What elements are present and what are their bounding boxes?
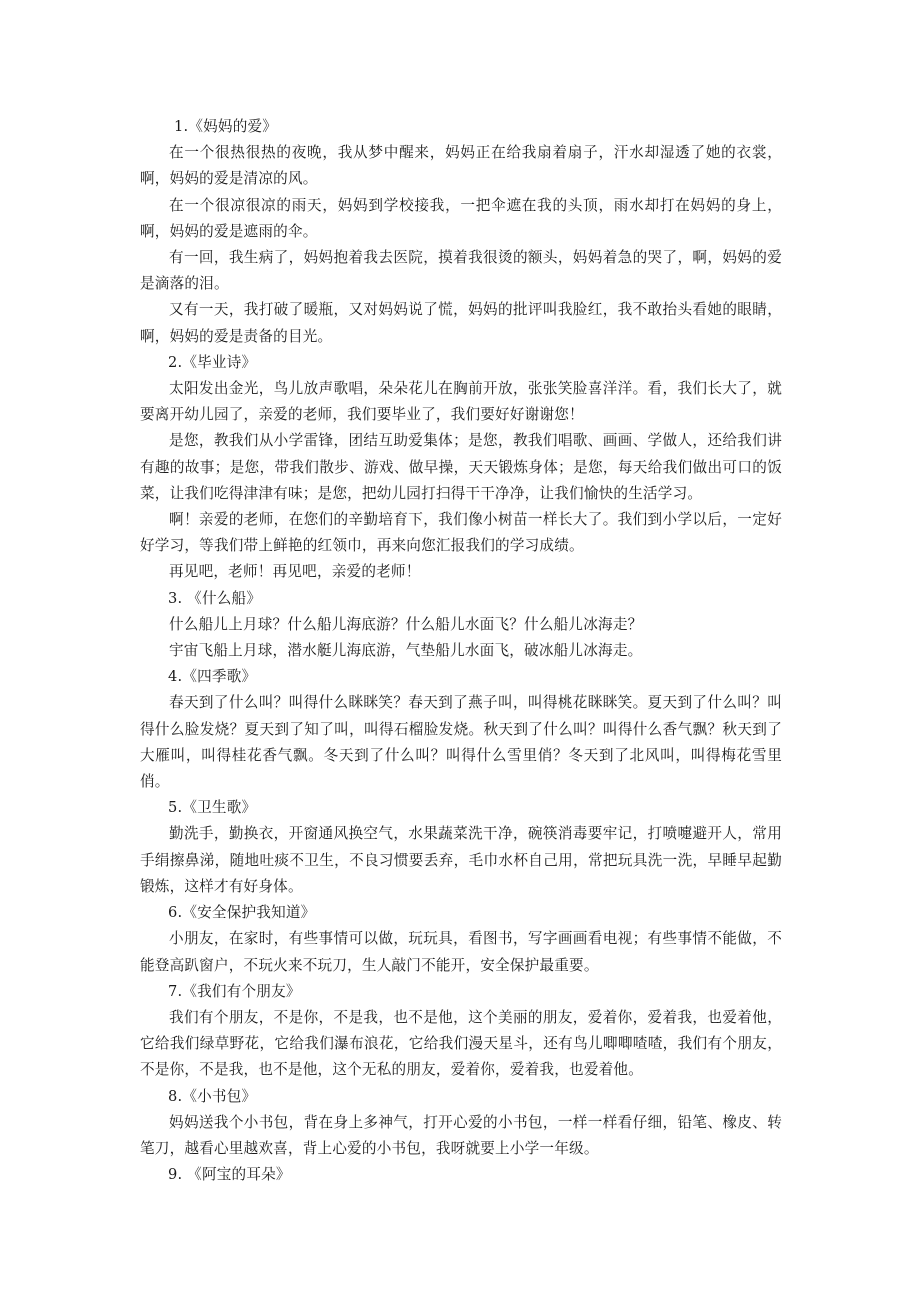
paragraph: 是您，教我们从小学雷锋，团结互助爱集体；是您，教我们唱歌、画画、学做人，还给我们讲有趣的故事；是您，带我们散步、游戏、做早操，天天锻炼身体；是您，每天给我们做出可口的饭菜，让我们吃得津津有味；是您，把幼儿园打扫得干干净净，让我们愉快的生活学习。: [140, 432, 782, 502]
section-title: 3. 《什么船》: [168, 589, 262, 607]
paragraph: 在一个很凉很凉的雨天，妈妈到学校接我，一把伞遮在我的头顶，雨水却打在妈妈的身上，啊，妈妈的爱是遮雨的伞。: [140, 196, 782, 240]
section-title: 6.《安全保护我知道》: [168, 904, 316, 922]
paragraph: 春天到了什么叫？叫得什么眯眯笑？春天到了燕子叫，叫得桃花眯眯笑。夏天到了什么叫？叫得什么脸发烧？夏天到了知了叫，叫得石榴脸发烧。秋天到了什么叫？叫得什么香气飘？秋天到了大雁叫，叫得桂花香气飘。冬天到了什么叫？叫得什么雪里俏？冬天到了北风叫，叫得梅花雪里俏。: [140, 694, 782, 791]
section-title: 5.《卫生歌》: [168, 799, 257, 817]
section-title: 7.《我们有个朋友》: [168, 982, 301, 1000]
paragraph: 太阳发出金光，鸟儿放声歌唱，朵朵花儿在胸前开放，张张笑脸喜洋洋。看，我们长大了，就要离开幼儿园了，亲爱的老师，我们要毕业了，我们要好好谢谢您！: [140, 380, 782, 424]
paragraph: 小朋友，在家时，有些事情可以做，玩玩具，看图书，写字画画看电视；有些事情不能做，不能登高趴窗户，不玩火来不玩刀，生人敲门不能开，安全保护最重要。: [140, 930, 782, 974]
paragraph: 宇宙飞船上月球，潜水艇儿海底游，气垫船儿水面飞，破冰船儿冰海走。: [169, 642, 643, 660]
paragraph: 妈妈送我个小书包，背在身上多神气，打开心爱的小书包，一样一样看仔细，铅笔、橡皮、转笔刀，越看心里越欢喜，背上心爱的小书包，我呀就要上小学一年级。: [140, 1113, 782, 1157]
paragraph: 勤洗手，勤换衣，开窗通风换空气，水果蔬菜洗干净，碗筷消毒要牢记，打喷嚏避开人，常用手绢擦鼻涕，随地吐痰不卫生，不良习惯要丢弃，毛巾水杯自己用，常把玩具洗一洗，早睡早起勤锻炼，这样才有好身体。: [140, 825, 782, 895]
paragraph: 有一回，我生病了，妈妈抱着我去医院，摸着我很烫的额头，妈妈着急的哭了，啊，妈妈的爱是滴落的泪。: [140, 249, 782, 293]
paragraph: 啊！亲爱的老师，在您们的辛勤培育下，我们像小树苗一样长大了。我们到小学以后，一定好好学习，等我们带上鲜艳的红领巾，再来向您汇报我们的学习成绩。: [140, 511, 782, 555]
document-page: [140, 114, 782, 1188]
paragraph: 我们有个朋友，不是你，不是我，也不是他，这个美丽的朋友，爱着你，爱着我，也爱着他，它给我们绿草野花，它给我们瀑布浪花，它给我们漫天星斗，还有鸟儿唧唧喳喳，我们有个朋友，不是你，不是我，也不是他，这个无私的朋友，爱着你，爱着我，也爱着他。: [140, 1008, 782, 1079]
paragraph: 什么船儿上月球？什么船儿海底游？什么船儿水面飞？什么船儿冰海走？: [169, 615, 643, 633]
paragraph: 在一个很热很热的夜晚，我从梦中醒来，妈妈正在给我扇着扇子，汗水却湿透了她的衣裳，啊，妈妈的爱是清凉的风。: [140, 144, 782, 188]
section-title: 4.《四季歌》: [168, 668, 257, 686]
paragraph: 再见吧，老师！再见吧，亲爱的老师！: [169, 563, 421, 581]
paragraph: 又有一天，我打破了暖瓶，又对妈妈说了慌，妈妈的批评叫我脸红，我不敢抬头看她的眼睛，啊，妈妈的爱是责备的目光。: [140, 301, 782, 345]
section-title: 8.《小书包》: [168, 1087, 257, 1105]
section-title: 2.《毕业诗》: [168, 353, 257, 371]
section-title: 1.《妈妈的爱》: [174, 118, 278, 135]
section-title: 9. 《阿宝的耳朵》: [168, 1166, 291, 1184]
